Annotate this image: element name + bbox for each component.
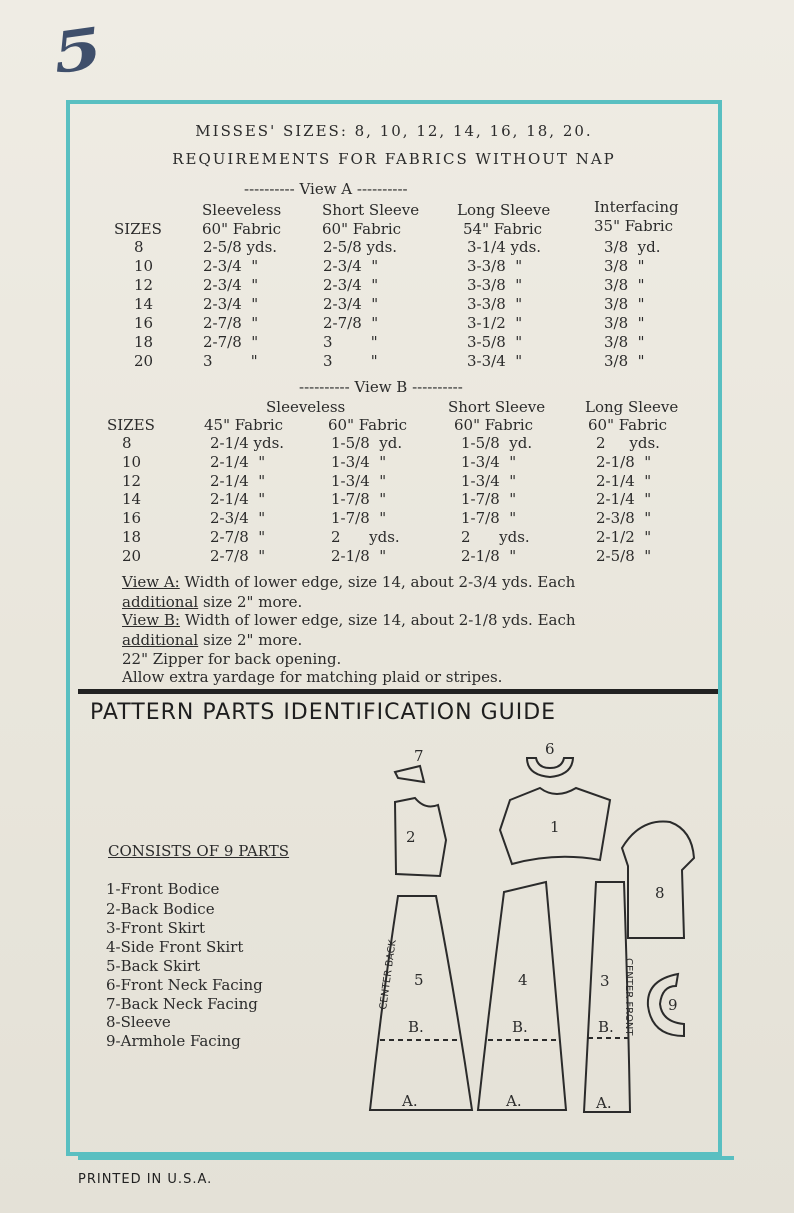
view-a-cell: 18: [134, 333, 154, 351]
view-a-cell: 3-5/8 ": [467, 333, 523, 351]
view-b-cell: 2 yds.: [461, 528, 530, 546]
piece-5-a-label: A.: [402, 1092, 418, 1110]
view-a-cell: 2-3/4 ": [323, 295, 379, 313]
part-1: 1-Front Bodice: [106, 880, 220, 898]
view-a-header-long-fabric: 54" Fabric: [463, 220, 543, 238]
view-b-cell: 2 yds.: [596, 434, 660, 452]
view-a-header-long: Long Sleeve: [457, 201, 551, 219]
view-b-cell: 1-3/4 ": [461, 452, 517, 471]
view-a-cell: 3-3/8 ": [467, 276, 523, 294]
view-a-cell: 3-1/2 ": [467, 314, 523, 332]
note-view-b-add-rest: size 2" more.: [198, 631, 303, 649]
view-b-header-long: Long Sleeve: [585, 398, 679, 416]
view-b-cell: 1-7/8 ": [331, 509, 387, 528]
view-b-cell: 1-3/4 ": [461, 471, 517, 490]
piece-4-number: 4: [518, 971, 528, 989]
view-a-header-sleeveless-fabric: 60" Fabric: [202, 220, 282, 238]
piece-9-shape: [648, 974, 684, 1036]
view-a-heading: ---------- View A ----------: [244, 180, 408, 198]
piece-2-shape: [395, 798, 446, 876]
piece-7-shape: [395, 766, 424, 782]
view-a-cell: 3/8 ": [604, 314, 645, 332]
view-b-header-short-fabric: 60" Fabric: [454, 416, 534, 434]
view-b-cell: 16: [122, 509, 142, 528]
view-a-cell: 2-5/8 yds.: [323, 238, 398, 256]
sizes-title: MISSES' SIZES: 8, 10, 12, 14, 16, 18, 20.: [195, 122, 593, 140]
view-b-cell: 2-3/4 ": [210, 509, 266, 528]
view-b-cell: 2-1/4 ": [210, 490, 266, 509]
view-a-cell: 3/8 ": [604, 352, 645, 370]
view-a-cell: 10: [134, 257, 154, 275]
part-9: 9-Armhole Facing: [106, 1032, 241, 1050]
view-b-cell: 1-7/8 ": [331, 490, 387, 509]
view-a-cell: 3 ": [323, 333, 378, 351]
note-view-b-label: View B:: [122, 611, 180, 629]
view-a-cell: 3/8 ": [604, 295, 645, 313]
view-a-header-sleeveless: Sleeveless: [202, 201, 282, 219]
piece-1-number: 1: [550, 818, 560, 836]
view-b-cell: 2-1/4 ": [210, 471, 266, 490]
view-b-cell: 2-1/8 ": [331, 546, 387, 565]
note-view-a-add: additional: [122, 593, 199, 611]
piece-3-a-label: A.: [596, 1094, 612, 1112]
view-b-cell: 12: [122, 471, 142, 490]
view-a-cell: 3-3/8 ": [467, 295, 523, 313]
guide-title: PATTERN PARTS IDENTIFICATION GUIDE: [90, 700, 557, 725]
view-a-cell: 3/8 ": [604, 257, 645, 275]
view-b-cell: 1-5/8 yd.: [331, 434, 403, 452]
view-a-header-sizes: SIZES: [114, 220, 162, 238]
view-b-cell: 1-3/4 ": [331, 471, 387, 490]
view-a-header-interfacing: Interfacing: [594, 198, 679, 216]
view-a-cell: 20: [134, 352, 154, 370]
view-b-cell: 2-1/4 ": [596, 490, 652, 509]
view-b-cell: 2-1/8 ": [461, 546, 517, 565]
view-a-cell: 3 ": [323, 352, 378, 370]
view-b-cell: 2-5/8 ": [596, 546, 652, 565]
note-view-a-text: Width of lower edge, size 14, about 2-3/4 yds. Each: [179, 573, 576, 591]
note-view-a-add-rest: size 2" more.: [198, 593, 303, 611]
piece-5-number: 5: [414, 971, 424, 989]
view-a-cell: 16: [134, 314, 154, 332]
view-b-header-long-fabric: 60" Fabric: [588, 416, 668, 434]
view-a-cell: 3/8 ": [604, 276, 645, 294]
center-front-label: CENTER FRONT: [623, 958, 634, 1036]
view-b-cell: 1-5/8 yd.: [461, 434, 533, 452]
view-a-header-short: Short Sleeve: [322, 201, 420, 219]
view-a-cell: 3 ": [203, 352, 258, 370]
piece-4-shape: [478, 882, 566, 1110]
view-b-heading: ---------- View B ----------: [299, 378, 463, 396]
piece-2-number: 2: [406, 828, 416, 846]
view-b-cell: 2-1/4 ": [210, 452, 266, 471]
view-a-cell: 2-7/8 ": [203, 314, 259, 332]
view-a-cell: 2-7/8 ": [323, 314, 379, 332]
piece-6-shape: [527, 758, 573, 777]
view-b-cell: 2-1/4 yds.: [210, 434, 285, 452]
piece-8-number: 8: [655, 884, 665, 902]
note-zipper: 22" Zipper for back opening.: [122, 650, 342, 668]
view-b-cell: 8: [122, 434, 132, 452]
view-a-cell: 2-3/4 ": [203, 295, 259, 313]
piece-7-number: 7: [414, 747, 424, 765]
view-b-cell: 2-3/8 ": [596, 509, 652, 528]
part-2: 2-Back Bodice: [106, 900, 215, 918]
piece-5-b-label: B.: [408, 1018, 424, 1036]
view-b-header-fabric45: 45" Fabric: [204, 416, 284, 434]
requirements-title: REQUIREMENTS FOR FABRICS WITHOUT NAP: [172, 150, 616, 168]
note-view-a-label: View A:: [122, 573, 180, 591]
piece-6-number: 6: [545, 740, 555, 758]
view-b-header-sizes: SIZES: [107, 416, 155, 434]
view-b-cell: 14: [122, 490, 142, 509]
view-b-cell: 2-1/8 ": [596, 452, 652, 471]
piece-4-b-label: B.: [512, 1018, 528, 1036]
view-b-header-short: Short Sleeve: [448, 398, 546, 416]
piece-3-number: 3: [600, 972, 610, 990]
part-7: 7-Back Neck Facing: [106, 995, 258, 1013]
view-a-cell: 3/8 ": [604, 333, 645, 351]
view-a-header-interfacing-fabric: 35" Fabric: [594, 217, 674, 235]
view-a-cell: 8: [134, 238, 144, 256]
view-a-cell: 12: [134, 276, 154, 294]
view-b-cell: 1-7/8 ": [461, 490, 517, 509]
view-b-cell: 2-7/8 ": [210, 546, 266, 565]
printed-in-usa: PRINTED IN U.S.A.: [78, 1172, 213, 1187]
part-4: 4-Side Front Skirt: [106, 938, 244, 956]
part-5: 5-Back Skirt: [106, 957, 201, 975]
view-b-cell: 2-7/8 ": [210, 528, 266, 546]
piece-4-a-label: A.: [506, 1092, 522, 1110]
piece-9-number: 9: [668, 996, 678, 1014]
view-a-cell: 2-3/4 ": [203, 257, 259, 275]
view-b-cell: 10: [122, 452, 142, 471]
consists-heading: CONSISTS OF 9 PARTS: [108, 842, 290, 860]
view-a-cell: 14: [134, 295, 154, 313]
part-6: 6-Front Neck Facing: [106, 976, 263, 994]
note-view-b-add: additional: [122, 631, 199, 649]
view-a-cell: 3/8 yd.: [604, 238, 661, 256]
view-a-cell: 3-3/4 ": [467, 352, 523, 370]
view-a-cell: 2-3/4 ": [323, 257, 379, 275]
note-view-b-text: Width of lower edge, size 14, about 2-1/8 yds. Each: [179, 611, 576, 629]
view-b-cell: 2 yds.: [331, 528, 400, 546]
view-a-cell: 3-1/4 yds.: [467, 238, 542, 256]
view-b-cell: 20: [122, 546, 142, 565]
view-b-header-fabric60: 60" Fabric: [328, 416, 408, 434]
view-b-cell: 2-1/4 ": [596, 471, 652, 490]
center-back-label: CENTER BACK: [378, 939, 399, 1011]
view-b-cell: 1-7/8 ": [461, 509, 517, 528]
note-plaid: Allow extra yardage for matching plaid or stripes.: [122, 668, 503, 686]
view-a-cell: 2-3/4 ": [203, 276, 259, 294]
view-a-cell: 2-7/8 ": [203, 333, 259, 351]
view-a-cell: 2-3/4 ": [323, 276, 379, 294]
view-b-cell: 2-1/2 ": [596, 528, 652, 546]
view-a-cell: 2-5/8 yds.: [203, 238, 278, 256]
view-a-header-short-fabric: 60" Fabric: [322, 220, 402, 238]
view-b-cell: 1-3/4 ": [331, 452, 387, 471]
part-8: 8-Sleeve: [106, 1013, 171, 1031]
part-3: 3-Front Skirt: [106, 919, 206, 937]
view-a-cell: 3-3/8 ": [467, 257, 523, 275]
piece-8-shape: [622, 822, 694, 938]
view-b-cell: 18: [122, 528, 142, 546]
view-b-header-sleeveless: Sleeveless: [266, 398, 346, 416]
handwritten-mark: 5: [48, 14, 107, 88]
piece-3-b-label: B.: [598, 1018, 614, 1036]
